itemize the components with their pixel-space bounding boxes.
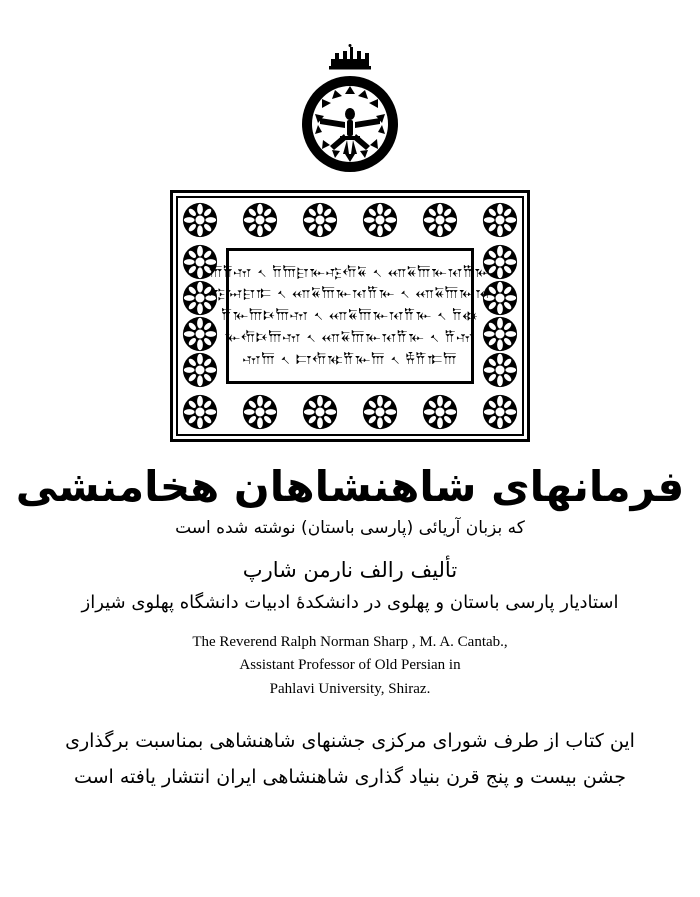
rosette-icon [482, 352, 518, 388]
author-persian: تألیف رالف نارمن شارپ [242, 558, 458, 583]
rosette-icon [482, 316, 518, 352]
rosette-icon [422, 394, 458, 430]
rosette-icon [482, 394, 518, 430]
english-credits [192, 631, 507, 701]
rosette-icon [302, 202, 338, 238]
cuneiform-line: 𐎡𐎹𐎠𐎴𐎠𐎶 𐏐 𐎧𐏁𐎠𐎹𐎰𐎡𐎹 𐏐 𐎭𐏃 [221, 306, 479, 325]
cuneiform-line: 𐎠𐎭𐎶 𐏐 𐎭𐎠𐎼𐎹𐎺𐎢𐏁 𐏐 𐎧𐏁𐎠𐎹𐎰𐎡𐎹 [209, 262, 491, 281]
rosette-icon [482, 202, 518, 238]
publication-note [65, 723, 635, 795]
rosette-icon [302, 394, 338, 430]
publication-note-line: این کتاب از طرف شورای مرکزی جشنهای شاهنشاهی بمناسبت برگذاری [65, 729, 635, 752]
cuneiform-line: 𐎶𐎠 𐏐 𐎲𐎢𐎷𐎡𐎹𐎠 𐏐 𐎻𐎡𐎣𐎠 [242, 349, 458, 368]
cuneiform-line: 𐎹𐎢𐎴𐎠𐎶 𐏐 𐎧𐏁𐎠𐎹𐎰𐎡𐎹 𐏐 𐎡𐎶 [224, 327, 476, 346]
emblem-group [290, 44, 410, 176]
english-author-line: The Reverend Ralph Norman Sharp , M. A. Cantab., [192, 634, 508, 651]
cuneiform-inscription [209, 248, 491, 384]
affiliation-persian: استادیار پارسی باستان و پهلوی در دانشکدهٔ ادبیات دانشگاه پهلوی شیراز [81, 592, 619, 614]
page-title: فرمانهای شاهنشاهان هخامنشی [15, 462, 685, 511]
rosette-icon [362, 394, 398, 430]
rosette-icon [182, 316, 218, 352]
publication-note-line: جشن بیست و پنج قرن بنیاد گذاری شاهنشاهی ایران انتشار یافته است [73, 766, 627, 789]
rosette-icon [242, 202, 278, 238]
english-university-line: Pahlavi University, Shiraz. [269, 680, 431, 697]
achaemenid-crown-icon [328, 44, 372, 70]
cuneiform-line: 𐎺𐏀𐎼𐎣 𐏐 𐎧𐏁𐎠𐎹𐎰𐎡𐎹 𐏐 𐎧𐏁𐎠𐎹𐎰 [209, 284, 491, 303]
rosette-icon [422, 202, 458, 238]
rosette-icon [182, 352, 218, 388]
rosette-icon [242, 394, 278, 430]
rosette-icon [182, 202, 218, 238]
rosette-icon [182, 394, 218, 430]
english-position-line: Assistant Professor of Old Persian in [239, 657, 461, 674]
rosette-icon [362, 202, 398, 238]
page-subtitle: که بزبان آریائی (پارسی باستان) نوشته شده است [175, 518, 525, 539]
cuneiform-panel [170, 190, 530, 442]
faravahar-disc-icon [300, 74, 400, 174]
rosette-row-bottom [182, 392, 518, 432]
rosette-row-top [182, 200, 518, 240]
